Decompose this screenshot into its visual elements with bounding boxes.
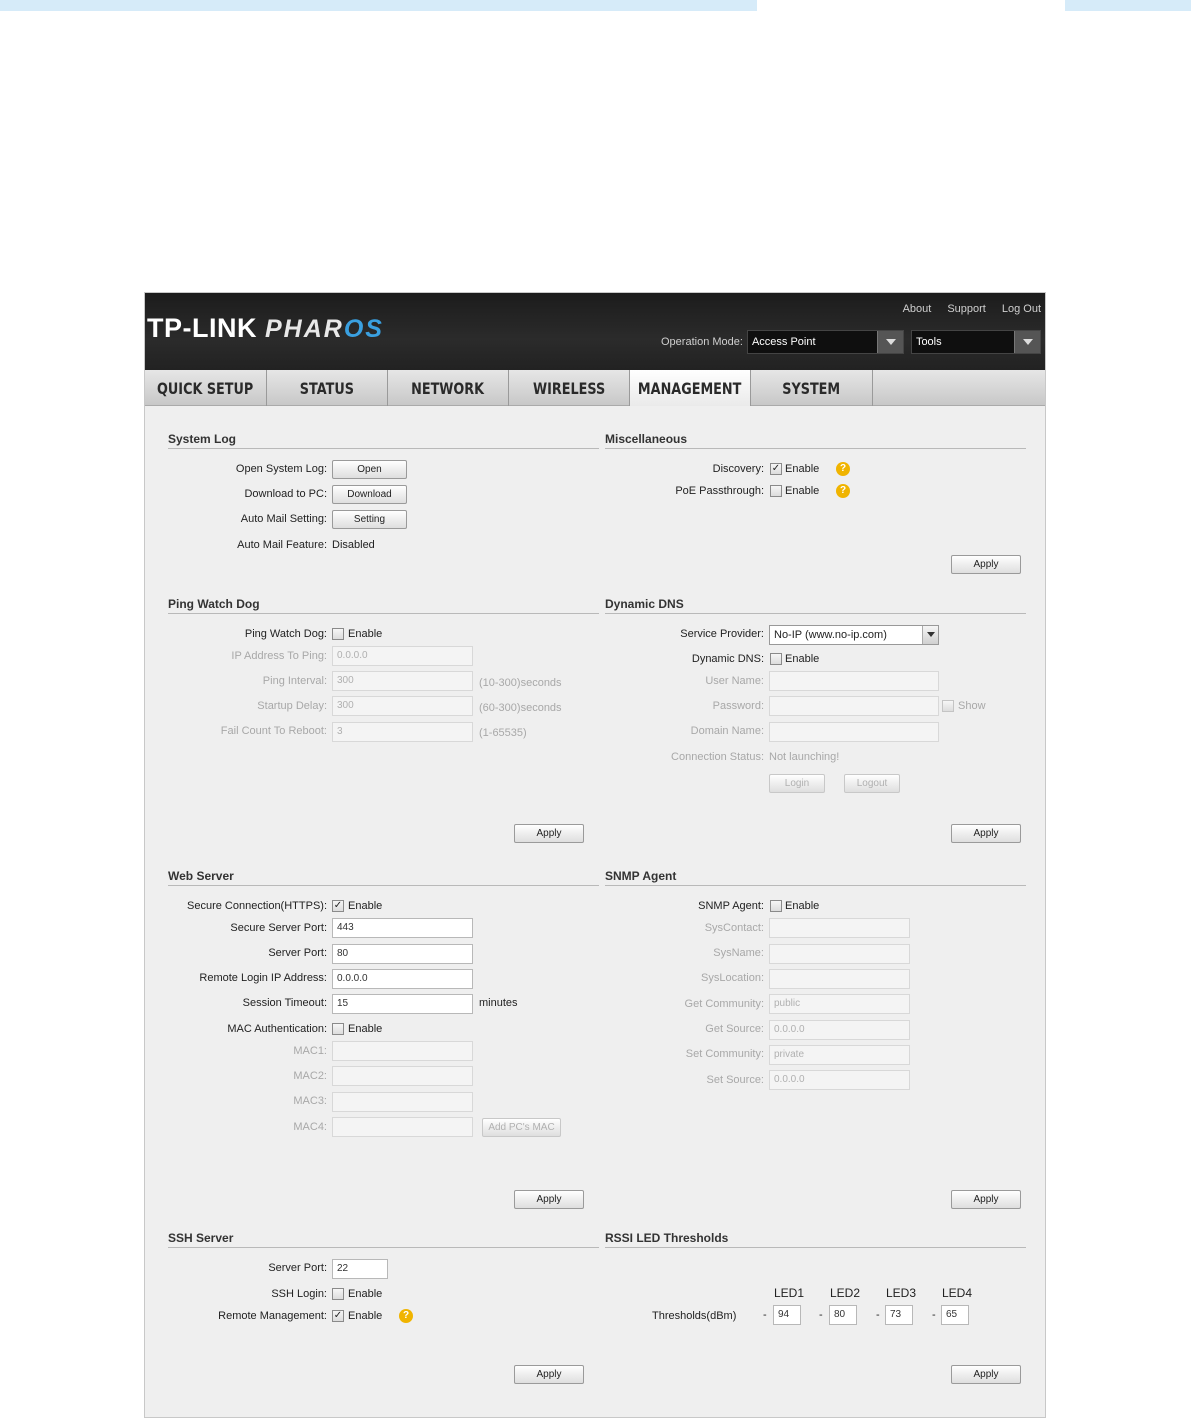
tab-wireless[interactable]: WIRELESS bbox=[509, 370, 630, 406]
led1-threshold-input[interactable]: 94 bbox=[773, 1305, 801, 1325]
ssh-login-checkbox[interactable] bbox=[332, 1288, 344, 1300]
chevron-down-icon bbox=[1014, 331, 1040, 353]
auto-mail-setting-button[interactable]: Setting bbox=[332, 510, 407, 529]
mac3-label: MAC3: bbox=[293, 1095, 327, 1107]
rssi-apply-button[interactable]: Apply bbox=[951, 1365, 1021, 1384]
ddns-apply-button[interactable]: Apply bbox=[951, 824, 1021, 843]
fail-count-input[interactable]: 3 bbox=[332, 722, 473, 742]
server-port-label: Server Port: bbox=[268, 947, 327, 959]
mac3-input[interactable] bbox=[332, 1092, 473, 1112]
top-strip-right bbox=[1065, 0, 1191, 11]
connection-status-label: Connection Status: bbox=[671, 751, 764, 763]
tab-status[interactable]: STATUS bbox=[267, 370, 388, 406]
poe-enable-label: Enable bbox=[785, 485, 820, 497]
mac-authentication-checkbox[interactable] bbox=[332, 1023, 344, 1035]
ssh-login-label: SSH Login: bbox=[271, 1288, 327, 1300]
session-timeout-input[interactable]: 15 bbox=[332, 994, 473, 1014]
remote-login-ip-label: Remote Login IP Address: bbox=[199, 972, 327, 984]
tools-value: Tools bbox=[915, 336, 942, 348]
service-provider-label: Service Provider: bbox=[680, 628, 764, 640]
led1-sign: - bbox=[763, 1309, 767, 1321]
ddns-domain-name-label: Domain Name: bbox=[690, 725, 764, 737]
tab-quick-setup[interactable]: QUICK SETUP bbox=[145, 370, 267, 406]
show-password-label: Show bbox=[958, 700, 986, 712]
sysname-input[interactable] bbox=[769, 944, 910, 964]
led3-header: LED3 bbox=[886, 1286, 917, 1300]
ddns-user-name-input[interactable] bbox=[769, 671, 939, 691]
tab-system[interactable]: SYSTEM bbox=[751, 370, 873, 406]
ssh-server-title: SSH Server bbox=[168, 1231, 599, 1248]
help-icon[interactable]: ? bbox=[399, 1309, 413, 1323]
support-link[interactable]: Support bbox=[947, 303, 986, 315]
mac2-label: MAC2: bbox=[293, 1070, 327, 1082]
snmp-apply-button[interactable]: Apply bbox=[951, 1190, 1021, 1209]
web-server-title: Web Server bbox=[168, 869, 599, 886]
download-to-pc-label: Download to PC: bbox=[244, 488, 327, 500]
syscontact-label: SysContact: bbox=[704, 922, 764, 934]
mac1-label: MAC1: bbox=[293, 1045, 327, 1057]
ddns-password-input[interactable] bbox=[769, 696, 939, 716]
ssh-server-port-label: Server Port: bbox=[268, 1262, 327, 1274]
ddns-logout-button[interactable]: Logout bbox=[844, 774, 900, 793]
snmp-agent-checkbox[interactable] bbox=[770, 900, 782, 912]
session-timeout-label: Session Timeout: bbox=[242, 997, 327, 1009]
mac4-input[interactable] bbox=[332, 1117, 473, 1137]
ping-interval-hint: (10-300)seconds bbox=[479, 677, 562, 689]
header-links bbox=[903, 303, 1041, 315]
dynamic-dns-label: Dynamic DNS: bbox=[691, 653, 764, 665]
led1-header: LED1 bbox=[774, 1286, 805, 1300]
ddns-user-name-label: User Name: bbox=[705, 675, 764, 687]
dynamic-dns-title: Dynamic DNS bbox=[605, 597, 1026, 614]
top-strip-left bbox=[0, 0, 757, 11]
startup-delay-label: Startup Delay: bbox=[257, 700, 327, 712]
ping-watch-dog-checkbox[interactable] bbox=[332, 628, 344, 640]
led2-threshold-input[interactable]: 80 bbox=[829, 1305, 857, 1325]
syscontact-input[interactable] bbox=[769, 918, 910, 938]
dynamic-dns-enable: Enable bbox=[785, 653, 820, 665]
discovery-checkbox[interactable]: ✓ bbox=[771, 463, 781, 474]
chevron-down-icon bbox=[877, 331, 903, 353]
service-provider-select[interactable] bbox=[769, 625, 939, 645]
logout-link[interactable]: Log Out bbox=[1001, 303, 1041, 315]
secure-connection-checkbox[interactable]: ✓ bbox=[333, 900, 343, 911]
ping-apply-button[interactable]: Apply bbox=[514, 824, 584, 843]
operation-mode-group bbox=[661, 330, 1041, 354]
mac2-input[interactable] bbox=[332, 1066, 473, 1086]
operation-mode-select[interactable] bbox=[747, 330, 904, 354]
led3-sign: - bbox=[876, 1309, 880, 1321]
tp-link-pharos-logo bbox=[147, 313, 384, 347]
miscellaneous-title: Miscellaneous bbox=[605, 432, 1026, 449]
discovery-label: Discovery: bbox=[712, 463, 764, 475]
set-source-input[interactable]: 0.0.0.0 bbox=[769, 1070, 910, 1090]
tab-network[interactable]: NETWORK bbox=[388, 370, 509, 406]
tab-management[interactable]: MANAGEMENT bbox=[630, 370, 751, 406]
set-source-label: Set Source: bbox=[706, 1074, 764, 1086]
dynamic-dns-checkbox[interactable] bbox=[770, 653, 782, 665]
chevron-down-icon bbox=[922, 626, 938, 644]
mac-authentication-label: MAC Authentication: bbox=[227, 1023, 327, 1035]
poe-passthrough-checkbox[interactable] bbox=[770, 485, 782, 497]
sysname-label: SysName: bbox=[713, 947, 764, 959]
get-community-label: Get Community: bbox=[684, 998, 764, 1010]
secure-connection-enable: Enable bbox=[348, 900, 383, 912]
ddns-login-button[interactable]: Login bbox=[769, 774, 825, 793]
led4-sign: - bbox=[932, 1309, 936, 1321]
misc-apply-button[interactable]: Apply bbox=[951, 555, 1021, 574]
led4-threshold-input[interactable]: 65 bbox=[941, 1305, 969, 1325]
led2-header: LED2 bbox=[830, 1286, 861, 1300]
secure-server-port-label: Secure Server Port: bbox=[230, 922, 327, 934]
header-bar bbox=[145, 293, 1045, 370]
help-icon[interactable]: ? bbox=[836, 484, 850, 498]
ssh-apply-button[interactable]: Apply bbox=[514, 1365, 584, 1384]
add-pc-mac-button[interactable]: Add PC's MAC bbox=[482, 1118, 561, 1137]
logo-product-accent: OS bbox=[343, 315, 384, 343]
startup-delay-input[interactable]: 300 bbox=[332, 696, 473, 716]
operation-mode-label: Operation Mode: bbox=[661, 336, 743, 348]
remote-management-checkbox[interactable]: ✓ bbox=[333, 1310, 343, 1321]
connection-status-value: Not launching! bbox=[769, 751, 840, 763]
app-window bbox=[144, 292, 1046, 1418]
ip-address-to-ping-input[interactable]: 0.0.0.0 bbox=[332, 646, 473, 666]
secure-connection-label: Secure Connection(HTTPS): bbox=[187, 900, 327, 912]
server-port-input[interactable]: 80 bbox=[332, 944, 473, 964]
auto-mail-feature-label: Auto Mail Feature: bbox=[237, 539, 327, 551]
syslocation-label: SysLocation: bbox=[701, 972, 764, 984]
set-community-label: Set Community: bbox=[685, 1048, 764, 1060]
ping-interval-input[interactable]: 300 bbox=[332, 671, 473, 691]
auto-mail-setting-label: Auto Mail Setting: bbox=[240, 513, 327, 525]
ddns-domain-name-input[interactable] bbox=[769, 722, 939, 742]
logo-brand: TP-LINK bbox=[147, 313, 257, 343]
ping-watch-dog-label: Ping Watch Dog: bbox=[244, 628, 327, 640]
ping-interval-label: Ping Interval: bbox=[262, 675, 327, 687]
service-provider-value: No-IP (www.no-ip.com) bbox=[774, 629, 887, 641]
thresholds-label: Thresholds(dBm) bbox=[652, 1310, 737, 1322]
led3-threshold-input[interactable]: 73 bbox=[885, 1305, 913, 1325]
ssh-login-enable: Enable bbox=[348, 1288, 383, 1300]
get-community-input[interactable]: public bbox=[769, 994, 910, 1014]
system-log-title: System Log bbox=[168, 432, 599, 449]
ip-address-to-ping-label: IP Address To Ping: bbox=[231, 650, 327, 662]
remote-login-ip-input[interactable]: 0.0.0.0 bbox=[332, 969, 473, 989]
remote-management-enable: Enable bbox=[348, 1310, 383, 1322]
main-nav bbox=[145, 370, 1045, 406]
session-timeout-unit: minutes bbox=[479, 997, 518, 1009]
mac1-input[interactable] bbox=[332, 1041, 473, 1061]
poe-passthrough-label: PoE Passthrough: bbox=[675, 485, 764, 497]
mac-authentication-enable: Enable bbox=[348, 1023, 383, 1035]
download-button[interactable]: Download bbox=[332, 485, 407, 504]
rssi-led-thresholds-title: RSSI LED Thresholds bbox=[605, 1231, 1026, 1248]
fail-count-label: Fail Count To Reboot: bbox=[220, 725, 327, 737]
discovery-enable-label: Enable bbox=[785, 463, 820, 475]
syslocation-input[interactable] bbox=[769, 969, 910, 989]
ping-watch-dog-enable: Enable bbox=[348, 628, 383, 640]
snmp-agent-enable: Enable bbox=[785, 900, 820, 912]
secure-server-port-input[interactable]: 443 bbox=[332, 918, 473, 938]
led2-sign: - bbox=[819, 1309, 823, 1321]
tools-select[interactable] bbox=[911, 330, 1041, 354]
remote-management-label: Remote Management: bbox=[218, 1310, 327, 1322]
get-source-input[interactable]: 0.0.0.0 bbox=[769, 1020, 910, 1040]
ssh-server-port-input[interactable]: 22 bbox=[332, 1259, 388, 1279]
open-system-log-button[interactable]: Open bbox=[332, 460, 407, 479]
mac4-label: MAC4: bbox=[293, 1121, 327, 1133]
ping-watch-dog-title: Ping Watch Dog bbox=[168, 597, 599, 614]
fail-count-hint: (1-65535) bbox=[479, 727, 527, 739]
about-link[interactable]: About bbox=[902, 303, 932, 315]
help-icon[interactable]: ? bbox=[836, 462, 850, 476]
show-password-checkbox[interactable] bbox=[942, 700, 954, 712]
web-apply-button[interactable]: Apply bbox=[514, 1190, 584, 1209]
ddns-password-label: Password: bbox=[712, 700, 764, 712]
set-community-input[interactable]: private bbox=[769, 1045, 910, 1065]
auto-mail-feature-value: Disabled bbox=[332, 539, 375, 551]
open-system-log-label: Open System Log: bbox=[235, 463, 327, 475]
operation-mode-value: Access Point bbox=[751, 336, 816, 348]
startup-delay-hint: (60-300)seconds bbox=[479, 702, 562, 714]
snmp-agent-title: SNMP Agent bbox=[605, 869, 1026, 886]
logo-product: PHAR bbox=[264, 315, 344, 343]
led4-header: LED4 bbox=[942, 1286, 973, 1300]
snmp-agent-label: SNMP Agent: bbox=[698, 900, 764, 912]
get-source-label: Get Source: bbox=[705, 1023, 764, 1035]
